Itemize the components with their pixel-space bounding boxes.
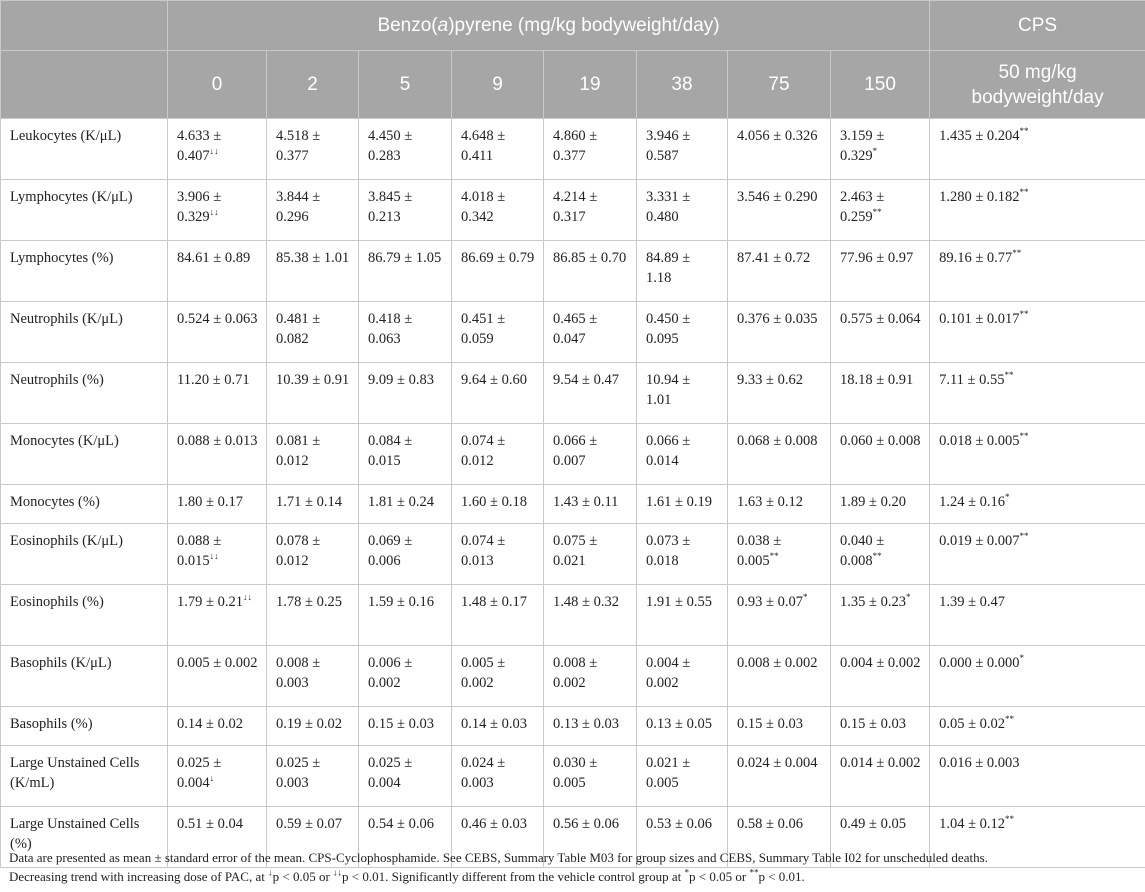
value-cell <box>168 424 267 485</box>
value-cell <box>637 180 728 241</box>
row-label: Basophils (%) <box>1 707 168 746</box>
cps-group-header: CPS <box>930 1 1145 51</box>
row-label: Leukocytes (K/μL) <box>1 119 168 180</box>
value-cell <box>637 363 728 424</box>
value-cell <box>728 302 831 363</box>
value-cell <box>831 241 930 302</box>
value-cell <box>831 302 930 363</box>
cell-value: 0.13 ± 0.03 <box>553 716 619 732</box>
value-cell <box>930 424 1145 485</box>
cell-value: 84.89 ± 1.18 <box>646 250 691 286</box>
cell-value: 0.014 ± 0.002 <box>840 755 921 771</box>
value-cell <box>544 585 637 646</box>
dose-header: 2 <box>267 51 359 119</box>
footnote-line-2: Decreasing trend with increasing dose of PAC, at ↓p < 0.05 or ↓↓p < 0.01. Significantly different from the vehicle control group at *p < 0.05 or **p < 0.01. <box>9 867 805 884</box>
cell-value: 0.005 ± 0.002 <box>177 655 258 671</box>
value-cell <box>930 302 1145 363</box>
cell-value: 0.006 ± 0.002 <box>368 655 413 691</box>
cell-value: 3.906 ± 0.329 <box>177 189 222 225</box>
value-cell <box>637 485 728 524</box>
value-cell <box>168 707 267 746</box>
cell-value: 0.088 ± 0.015 <box>177 533 222 569</box>
value-cell <box>452 180 544 241</box>
cell-value: 1.39 ± 0.47 <box>939 594 1006 610</box>
cell-value: 0.060 ± 0.008 <box>840 433 921 449</box>
value-cell <box>452 746 544 807</box>
cell-value: 10.94 ± 1.01 <box>646 372 691 408</box>
cell-value: 0.465 ± 0.047 <box>553 311 598 347</box>
cell-value: 7.11 ± 0.55 <box>939 372 1005 388</box>
value-cell <box>930 180 1145 241</box>
cell-value: 0.15 ± 0.03 <box>737 716 803 732</box>
significance-marker: ** <box>1019 126 1029 137</box>
dose-header: 19 <box>544 51 637 119</box>
cell-value: 0.51 ± 0.04 <box>177 816 243 832</box>
cell-value: 1.63 ± 0.12 <box>737 494 803 510</box>
value-cell <box>168 363 267 424</box>
value-cell <box>267 119 359 180</box>
cell-value: 0.073 ± 0.018 <box>646 533 691 569</box>
cell-value: 0.084 ± 0.015 <box>368 433 413 469</box>
value-cell <box>359 707 452 746</box>
value-cell <box>267 363 359 424</box>
value-cell <box>544 746 637 807</box>
value-cell <box>359 424 452 485</box>
value-cell <box>544 646 637 707</box>
cell-value: 1.80 ± 0.17 <box>177 494 243 510</box>
cell-value: 10.39 ± 0.91 <box>276 372 350 388</box>
value-cell <box>267 424 359 485</box>
value-cell <box>359 585 452 646</box>
value-cell <box>267 585 359 646</box>
cell-value: 0.19 ± 0.02 <box>276 716 342 732</box>
value-cell <box>168 585 267 646</box>
cell-value: 0.016 ± 0.003 <box>939 755 1020 771</box>
value-cell <box>544 707 637 746</box>
significance-marker: ** <box>1012 248 1022 259</box>
cell-value: 0.025 ± 0.004 <box>177 755 222 791</box>
value-cell <box>452 119 544 180</box>
row-label: Eosinophils (K/μL) <box>1 524 168 585</box>
row-label: Monocytes (%) <box>1 485 168 524</box>
cell-value: 0.005 ± 0.002 <box>461 655 506 691</box>
cps-dose-header: 50 mg/kg bodyweight/day <box>930 51 1145 119</box>
value-cell <box>267 646 359 707</box>
cell-value: 0.088 ± 0.013 <box>177 433 258 449</box>
value-cell <box>930 585 1145 646</box>
value-cell <box>728 646 831 707</box>
cell-value: 0.481 ± 0.082 <box>276 311 321 347</box>
significance-marker: ** <box>1005 814 1015 825</box>
cell-value: 0.49 ± 0.05 <box>840 816 906 832</box>
row-label: Lymphocytes (K/μL) <box>1 180 168 241</box>
cell-value: 4.056 ± 0.326 <box>737 128 818 144</box>
cell-value: 3.331 ± 0.480 <box>646 189 691 225</box>
value-cell <box>267 180 359 241</box>
row-label: Eosinophils (%) <box>1 585 168 646</box>
value-cell <box>267 241 359 302</box>
value-cell <box>728 585 831 646</box>
row-label: Neutrophils (K/μL) <box>1 302 168 363</box>
dose-header: 9 <box>452 51 544 119</box>
significance-marker: ** <box>1019 187 1029 198</box>
row-label: Large Unstained Cells (K/mL) <box>1 746 168 807</box>
cell-value: 0.021 ± 0.005 <box>646 755 691 791</box>
cell-value: 89.16 ± 0.77 <box>939 250 1013 266</box>
significance-marker: * <box>1019 653 1025 664</box>
table-row <box>1 302 1145 363</box>
table-row <box>1 646 1145 707</box>
dose-header: 75 <box>728 51 831 119</box>
significance-marker: ** <box>872 551 882 562</box>
cell-value: 3.845 ± 0.213 <box>368 189 413 225</box>
value-cell <box>359 363 452 424</box>
cell-value: 0.068 ± 0.008 <box>737 433 818 449</box>
value-cell <box>728 424 831 485</box>
value-cell <box>168 180 267 241</box>
value-cell <box>544 241 637 302</box>
dose-header-row <box>1 51 1145 119</box>
bap-group-header: Benzo(a)pyrene (mg/kg bodyweight/day) <box>168 1 930 51</box>
dose-header: 150 <box>831 51 930 119</box>
table-row <box>1 485 1145 524</box>
cell-value: 0.069 ± 0.006 <box>368 533 413 569</box>
value-cell <box>359 302 452 363</box>
cell-value: 0.038 ± 0.005 <box>737 533 782 569</box>
value-cell <box>168 302 267 363</box>
cell-value: 0.53 ± 0.06 <box>646 816 712 832</box>
value-cell <box>452 302 544 363</box>
value-cell <box>728 707 831 746</box>
value-cell <box>930 363 1145 424</box>
cell-value: 86.85 ± 0.70 <box>553 250 627 266</box>
value-cell <box>831 119 930 180</box>
value-cell <box>930 485 1145 524</box>
cell-value: 0.025 ± 0.004 <box>368 755 413 791</box>
cell-value: 1.35 ± 0.23 <box>840 594 906 610</box>
value-cell <box>168 119 267 180</box>
cell-value: 1.60 ± 0.18 <box>461 494 527 510</box>
significance-marker: ** <box>1005 714 1015 725</box>
value-cell <box>359 646 452 707</box>
significance-marker: ** <box>1004 370 1014 381</box>
cell-value: 0.025 ± 0.003 <box>276 755 321 791</box>
cell-value: 9.09 ± 0.83 <box>368 372 434 388</box>
cell-value: 0.024 ± 0.003 <box>461 755 506 791</box>
cell-value: 0.004 ± 0.002 <box>646 655 691 691</box>
value-cell <box>930 119 1145 180</box>
value-cell <box>452 585 544 646</box>
cell-value: 0.59 ± 0.07 <box>276 816 342 832</box>
cell-value: 1.91 ± 0.55 <box>646 594 712 610</box>
significance-marker: ↓ <box>209 773 215 784</box>
value-cell <box>544 119 637 180</box>
significance-marker: ** <box>1019 309 1029 320</box>
cell-value: 0.14 ± 0.03 <box>461 716 527 732</box>
significance-marker: ** <box>872 207 882 218</box>
value-cell <box>267 302 359 363</box>
cell-value: 0.101 ± 0.017 <box>939 311 1020 327</box>
value-cell <box>637 746 728 807</box>
table-row <box>1 363 1145 424</box>
cell-value: 0.450 ± 0.095 <box>646 311 691 347</box>
cell-value: 1.04 ± 0.12 <box>939 816 1006 832</box>
cell-value: 1.435 ± 0.204 <box>939 128 1020 144</box>
cell-value: 0.074 ± 0.012 <box>461 433 506 469</box>
cell-value: 0.13 ± 0.05 <box>646 716 712 732</box>
value-cell <box>637 302 728 363</box>
value-cell <box>637 119 728 180</box>
value-cell <box>452 241 544 302</box>
cell-value: 0.075 ± 0.021 <box>553 533 598 569</box>
significance-marker: ** <box>1019 531 1029 542</box>
value-cell <box>831 585 930 646</box>
cell-value: 86.69 ± 0.79 <box>461 250 535 266</box>
row-label: Basophils (K/μL) <box>1 646 168 707</box>
cell-value: 4.860 ± 0.377 <box>553 128 598 164</box>
cell-value: 86.79 ± 1.05 <box>368 250 442 266</box>
significance-marker: ↓↓ <box>209 551 219 562</box>
cell-value: 1.79 ± 0.21 <box>177 594 243 610</box>
significance-marker: * <box>802 592 808 603</box>
value-cell <box>267 485 359 524</box>
cell-value: 0.000 ± 0.000 <box>939 655 1020 671</box>
cell-value: 1.59 ± 0.16 <box>368 594 434 610</box>
cell-value: 3.159 ± 0.329 <box>840 128 885 164</box>
value-cell <box>728 241 831 302</box>
cell-value: 0.074 ± 0.013 <box>461 533 506 569</box>
value-cell <box>544 485 637 524</box>
value-cell <box>728 180 831 241</box>
significance-marker: ** <box>769 551 779 562</box>
table-row <box>1 119 1145 180</box>
value-cell <box>168 485 267 524</box>
cell-value: 1.24 ± 0.16 <box>939 494 1006 510</box>
cell-value: 4.214 ± 0.317 <box>553 189 598 225</box>
row-label: Lymphocytes (%) <box>1 241 168 302</box>
significance-marker: ↓↓ <box>209 146 219 157</box>
header-corner-lower <box>1 51 168 119</box>
cell-value: 0.54 ± 0.06 <box>368 816 434 832</box>
row-label: Large Unstained Cells (%) <box>1 807 168 868</box>
cell-value: 0.93 ± 0.07 <box>737 594 803 610</box>
table-row <box>1 707 1145 746</box>
value-cell <box>930 524 1145 585</box>
value-cell <box>544 363 637 424</box>
value-cell <box>168 746 267 807</box>
value-cell <box>728 524 831 585</box>
cell-value: 85.38 ± 1.01 <box>276 250 350 266</box>
cell-value: 1.48 ± 0.32 <box>553 594 619 610</box>
value-cell <box>267 707 359 746</box>
cell-value: 77.96 ± 0.97 <box>840 250 914 266</box>
value-cell <box>168 241 267 302</box>
value-cell <box>831 424 930 485</box>
value-cell <box>359 485 452 524</box>
cell-value: 87.41 ± 0.72 <box>737 250 811 266</box>
value-cell <box>452 646 544 707</box>
cell-value: 0.15 ± 0.03 <box>840 716 906 732</box>
cell-value: 0.018 ± 0.005 <box>939 433 1020 449</box>
cell-value: 0.46 ± 0.03 <box>461 816 527 832</box>
cell-value: 2.463 ± 0.259 <box>840 189 885 225</box>
value-cell <box>544 524 637 585</box>
cell-value: 1.71 ± 0.14 <box>276 494 342 510</box>
value-cell <box>831 485 930 524</box>
significance-marker: * <box>872 146 878 157</box>
value-cell <box>831 707 930 746</box>
value-cell <box>637 707 728 746</box>
footnote-line-1: Data are presented as mean ± standard error of the mean. CPS-Cyclophosphamide. See CEBS, Summary Table M03 for group sizes and CEBS, Summary Table I02 for unscheduled deaths. <box>9 850 988 865</box>
cell-value: 18.18 ± 0.91 <box>840 372 914 388</box>
value-cell <box>637 424 728 485</box>
value-cell <box>637 524 728 585</box>
significance-marker: ↓↓ <box>209 207 219 218</box>
cell-value: 0.56 ± 0.06 <box>553 816 619 832</box>
significance-marker: ** <box>1019 431 1029 442</box>
cell-value: 0.004 ± 0.002 <box>840 655 921 671</box>
table-row <box>1 424 1145 485</box>
header-corner <box>1 1 168 51</box>
table-footnote <box>9 848 1139 886</box>
table-body <box>1 119 1145 868</box>
cell-value: 84.61 ± 0.89 <box>177 250 251 266</box>
cell-value: 1.89 ± 0.20 <box>840 494 906 510</box>
cell-value: 0.024 ± 0.004 <box>737 755 818 771</box>
cell-value: 1.43 ± 0.11 <box>553 494 619 510</box>
value-cell <box>930 646 1145 707</box>
significance-marker: ↓↓ <box>242 592 252 603</box>
cell-value: 4.633 ± 0.407 <box>177 128 222 164</box>
value-cell <box>267 524 359 585</box>
value-cell <box>359 746 452 807</box>
cell-value: 0.008 ± 0.002 <box>737 655 818 671</box>
cell-value: 9.54 ± 0.47 <box>553 372 619 388</box>
cell-value: 1.61 ± 0.19 <box>646 494 712 510</box>
value-cell <box>728 485 831 524</box>
table-row <box>1 180 1145 241</box>
value-cell <box>930 241 1145 302</box>
cell-value: 1.280 ± 0.182 <box>939 189 1020 205</box>
value-cell <box>930 707 1145 746</box>
value-cell <box>359 119 452 180</box>
value-cell <box>831 646 930 707</box>
value-cell <box>452 485 544 524</box>
value-cell <box>831 746 930 807</box>
value-cell <box>452 424 544 485</box>
table-row <box>1 746 1145 807</box>
dose-header: 0 <box>168 51 267 119</box>
value-cell <box>359 241 452 302</box>
cell-value: 0.15 ± 0.03 <box>368 716 434 732</box>
value-cell <box>637 646 728 707</box>
significance-marker: * <box>1005 492 1010 503</box>
table-row <box>1 241 1145 302</box>
row-label: Monocytes (K/μL) <box>1 424 168 485</box>
cell-value: 0.524 ± 0.063 <box>177 311 258 327</box>
cell-value: 3.844 ± 0.296 <box>276 189 321 225</box>
value-cell <box>452 363 544 424</box>
cell-value: 0.451 ± 0.059 <box>461 311 506 347</box>
cell-value: 0.030 ± 0.005 <box>553 755 598 791</box>
cell-value: 3.946 ± 0.587 <box>646 128 691 164</box>
value-cell <box>831 524 930 585</box>
cell-value: 0.05 ± 0.02 <box>939 716 1006 732</box>
cell-value: 3.546 ± 0.290 <box>737 189 818 205</box>
cell-value: 0.008 ± 0.003 <box>276 655 321 691</box>
value-cell <box>168 646 267 707</box>
dose-header: 5 <box>359 51 452 119</box>
value-cell <box>728 119 831 180</box>
cell-value: 4.018 ± 0.342 <box>461 189 506 225</box>
cell-value: 4.648 ± 0.411 <box>461 128 506 164</box>
cell-value: 4.518 ± 0.377 <box>276 128 321 164</box>
value-cell <box>637 241 728 302</box>
value-cell <box>359 524 452 585</box>
cell-value: 1.78 ± 0.25 <box>276 594 342 610</box>
cell-value: 0.418 ± 0.063 <box>368 311 413 347</box>
value-cell <box>544 424 637 485</box>
value-cell <box>930 746 1145 807</box>
table-header <box>1 1 1145 119</box>
cell-value: 0.019 ± 0.007 <box>939 533 1020 549</box>
value-cell <box>544 180 637 241</box>
cell-value: 9.64 ± 0.60 <box>461 372 527 388</box>
table-row <box>1 585 1145 646</box>
value-cell <box>728 746 831 807</box>
table-row <box>1 524 1145 585</box>
value-cell <box>831 180 930 241</box>
cell-value: 0.575 ± 0.064 <box>840 311 921 327</box>
cell-value: 4.450 ± 0.283 <box>368 128 413 164</box>
value-cell <box>637 585 728 646</box>
cell-value: 0.14 ± 0.02 <box>177 716 243 732</box>
cell-value: 0.081 ± 0.012 <box>276 433 321 469</box>
value-cell <box>359 180 452 241</box>
value-cell <box>452 524 544 585</box>
value-cell <box>267 746 359 807</box>
cell-value: 0.58 ± 0.06 <box>737 816 803 832</box>
cell-value: 0.066 ± 0.014 <box>646 433 691 469</box>
cell-value: 11.20 ± 0.71 <box>177 372 250 388</box>
row-label: Neutrophils (%) <box>1 363 168 424</box>
value-cell <box>452 707 544 746</box>
value-cell <box>831 363 930 424</box>
dose-header: 38 <box>637 51 728 119</box>
cell-value: 1.81 ± 0.24 <box>368 494 434 510</box>
cell-value: 0.066 ± 0.007 <box>553 433 598 469</box>
cell-value: 9.33 ± 0.62 <box>737 372 803 388</box>
cell-value: 0.376 ± 0.035 <box>737 311 818 327</box>
cell-value: 0.078 ± 0.012 <box>276 533 321 569</box>
cell-value: 1.48 ± 0.17 <box>461 594 527 610</box>
value-cell <box>728 363 831 424</box>
value-cell <box>168 524 267 585</box>
cell-value: 0.040 ± 0.008 <box>840 533 885 569</box>
value-cell <box>544 302 637 363</box>
cell-value: 0.008 ± 0.002 <box>553 655 598 691</box>
significance-marker: * <box>905 592 911 603</box>
